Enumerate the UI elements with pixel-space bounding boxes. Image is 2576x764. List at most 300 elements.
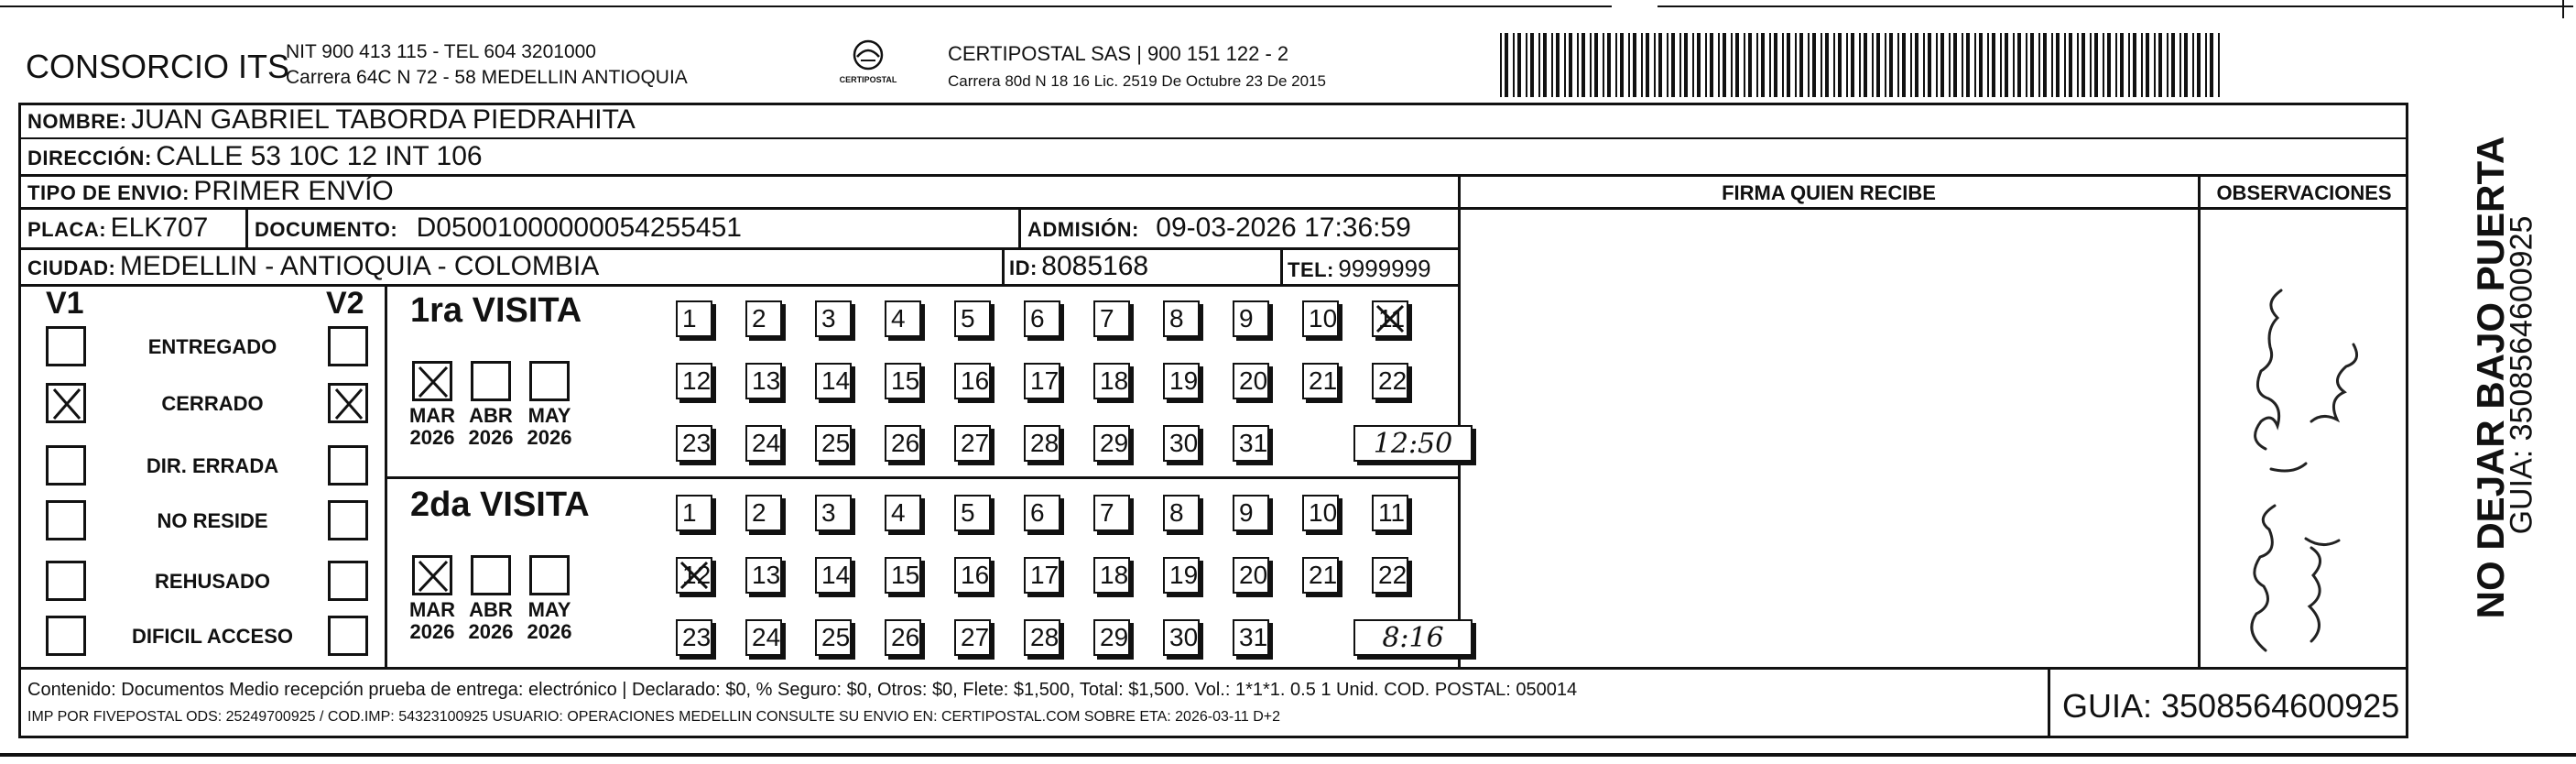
- v2-checkbox[interactable]: [328, 500, 368, 540]
- id-value: 8085168: [1041, 251, 1149, 281]
- barcode-bar: [1872, 33, 1874, 97]
- day-box[interactable]: [1093, 619, 1130, 656]
- barcode-bar: [2141, 33, 2143, 97]
- barcode-bar: [2056, 33, 2060, 97]
- barcode-bar: [1620, 33, 1624, 97]
- v2-checkbox[interactable]: [328, 561, 368, 601]
- day-number: 21: [1309, 561, 1338, 589]
- day-number: 18: [1100, 561, 1129, 589]
- month-name: MAY: [527, 404, 571, 427]
- barcode-bar: [1671, 33, 1675, 97]
- day-number: 11: [1378, 304, 1406, 333]
- barcode-bar: [2154, 33, 2156, 97]
- day-box[interactable]: [815, 495, 852, 531]
- side-warning: [2418, 137, 2564, 650]
- v1-checkbox[interactable]: [46, 616, 86, 656]
- barcode-bar: [2090, 33, 2092, 97]
- documento-row: [255, 213, 742, 244]
- visit-title: 1ra VISITA: [410, 291, 582, 330]
- month-checkbox[interactable]: [412, 555, 452, 595]
- barcode-bar: [2077, 33, 2079, 97]
- company-nit: NIT 900 413 115 - TEL 604 3201000: [286, 41, 596, 62]
- day-box[interactable]: [745, 300, 782, 337]
- barcode-bar: [1697, 33, 1701, 97]
- day-number: 24: [752, 623, 781, 651]
- day-number: 23: [682, 623, 712, 651]
- barcode-bar: [1897, 33, 1899, 97]
- day-box[interactable]: [676, 300, 712, 337]
- day-number: 14: [821, 561, 851, 589]
- day-box[interactable]: [1024, 557, 1060, 594]
- barcode-bar: [2171, 33, 2175, 97]
- day-box[interactable]: [1302, 300, 1339, 337]
- month-checkbox[interactable]: [529, 361, 570, 401]
- barcode-bar: [2064, 33, 2066, 97]
- observaciones-header: OBSERVACIONES: [2216, 181, 2392, 204]
- day-box[interactable]: [885, 495, 921, 531]
- day-number: 4: [891, 304, 906, 333]
- day-box[interactable]: [1233, 425, 1269, 462]
- v1-checkbox[interactable]: [46, 383, 86, 423]
- day-box[interactable]: [1233, 619, 1269, 656]
- barcode-bar: [1513, 33, 1515, 97]
- day-number: 20: [1239, 561, 1268, 589]
- month-name: MAY: [527, 598, 571, 621]
- month-label: [405, 599, 460, 643]
- day-box[interactable]: [1024, 300, 1060, 337]
- status-label: ENTREGADO: [147, 335, 277, 358]
- day-number: 10: [1309, 498, 1338, 527]
- barcode-bar: [2158, 33, 2162, 97]
- day-box[interactable]: [1233, 495, 1269, 531]
- barcode-bar: [1833, 33, 1835, 97]
- month-label: [463, 405, 518, 449]
- tipo-row: [27, 176, 394, 207]
- day-box[interactable]: [676, 363, 712, 399]
- day-box[interactable]: [745, 619, 782, 656]
- barcode-bar: [1812, 33, 1816, 97]
- barcode-bar: [1808, 33, 1810, 97]
- barcode-bar: [1838, 33, 1842, 97]
- month-name: MAR: [408, 404, 456, 427]
- barcode-bar: [1915, 33, 1918, 97]
- barcode-bar: [1718, 33, 1720, 97]
- day-box[interactable]: [1302, 495, 1339, 531]
- day-box[interactable]: [1233, 557, 1269, 594]
- v2-checkbox[interactable]: [328, 326, 368, 366]
- barcode-bar: [1530, 33, 1534, 97]
- day-box[interactable]: [1233, 300, 1269, 337]
- day-box[interactable]: [1163, 619, 1200, 656]
- day-box[interactable]: [676, 425, 712, 462]
- day-number: 14: [821, 366, 851, 395]
- tel-row: [1288, 255, 1431, 283]
- day-number: 7: [1100, 304, 1114, 333]
- day-number: 30: [1169, 623, 1199, 651]
- day-number: 6: [1030, 498, 1045, 527]
- barcode-bar: [1594, 33, 1598, 97]
- day-box[interactable]: [745, 363, 782, 399]
- x-mark-icon: [49, 386, 85, 422]
- v1-checkbox[interactable]: [46, 500, 86, 540]
- barcode-bar: [1538, 33, 1540, 97]
- barcode-bar: [1628, 33, 1630, 97]
- month-checkbox[interactable]: [471, 555, 511, 595]
- barcode-bar: [1825, 33, 1829, 97]
- status-label: DIFICIL ACCESO: [131, 625, 293, 648]
- barcode-bar: [1936, 33, 1938, 97]
- month-year: 2026: [468, 426, 514, 449]
- day-number: 29: [1100, 623, 1129, 651]
- barcode-bar: [1974, 33, 1976, 97]
- v2-checkbox[interactable]: [328, 616, 368, 656]
- admision-label: ADMISIÓN:: [1027, 218, 1139, 241]
- month-year: 2026: [468, 620, 514, 643]
- day-number: 22: [1378, 366, 1408, 395]
- id-label: ID:: [1009, 256, 1038, 279]
- day-box[interactable]: [1372, 557, 1408, 594]
- day-box[interactable]: [1163, 425, 1200, 462]
- day-box[interactable]: [676, 495, 712, 531]
- status-label: NO RESIDE: [157, 509, 268, 532]
- barcode-bar: [1607, 33, 1611, 97]
- barcode-bar: [1744, 33, 1745, 97]
- x-mark-icon: [331, 386, 367, 422]
- barcode-bar: [1748, 33, 1752, 97]
- barcode-bar: [1769, 33, 1771, 97]
- day-box[interactable]: [885, 619, 921, 656]
- day-number: 30: [1169, 429, 1199, 457]
- month-checkbox[interactable]: [471, 361, 511, 401]
- certipostal-logo-icon: [831, 37, 905, 97]
- barcode-bar: [1940, 33, 1944, 97]
- barcode-bar: [1821, 33, 1822, 97]
- day-box[interactable]: [1024, 425, 1060, 462]
- visit-time: 8:16: [1353, 619, 1473, 656]
- status-label: REHUSADO: [155, 570, 270, 593]
- id-row: [1009, 251, 1148, 282]
- barcode-bar: [2069, 33, 2072, 97]
- v1-checkbox[interactable]: [46, 561, 86, 601]
- barcode-bar: [1551, 33, 1553, 97]
- day-box[interactable]: [1024, 619, 1060, 656]
- day-box[interactable]: [954, 363, 991, 399]
- admision-value: 09-03-2026 17:36:59: [1156, 213, 1411, 243]
- day-box[interactable]: [954, 495, 991, 531]
- visit-title: 2da VISITA: [410, 486, 590, 524]
- barcode-bar: [2133, 33, 2136, 97]
- day-number: 20: [1239, 366, 1268, 395]
- day-box[interactable]: [815, 557, 852, 594]
- barcode-bar: [1581, 33, 1585, 97]
- placa-row: [27, 213, 208, 244]
- month-name: ABR: [469, 598, 513, 621]
- day-box[interactable]: [1163, 300, 1200, 337]
- barcode-bar: [1735, 33, 1739, 97]
- month-label: [522, 405, 577, 449]
- barcode-bar: [2167, 33, 2168, 97]
- day-box[interactable]: [885, 425, 921, 462]
- barcode-bar: [1679, 33, 1681, 97]
- tel-label: TEL:: [1288, 258, 1334, 281]
- barcode-bar: [1885, 33, 1886, 97]
- day-number: 21: [1309, 366, 1338, 395]
- day-box[interactable]: [1024, 495, 1060, 531]
- barcode-bar: [1543, 33, 1547, 97]
- day-number: 1: [682, 304, 697, 333]
- nombre-value: JUAN GABRIEL TABORDA PIEDRAHITA: [131, 104, 636, 135]
- barcode-bar: [2210, 33, 2213, 97]
- direccion-value: CALLE 53 10C 12 INT 106: [156, 141, 483, 171]
- status-label: DIR. ERRADA: [146, 454, 279, 477]
- nombre-row: [27, 104, 636, 136]
- barcode-bar: [2197, 33, 2201, 97]
- day-box[interactable]: [1163, 495, 1200, 531]
- day-box[interactable]: [885, 557, 921, 594]
- barcode-bar: [1966, 33, 1970, 97]
- day-number: 16: [961, 366, 990, 395]
- barcode-bar: [1846, 33, 1848, 97]
- barcode-bar: [1564, 33, 1566, 97]
- barcode-bar: [2051, 33, 2053, 97]
- day-box[interactable]: [1093, 363, 1130, 399]
- day-box[interactable]: [815, 425, 852, 462]
- nombre-label: NOMBRE:: [27, 110, 127, 133]
- day-box[interactable]: [815, 619, 852, 656]
- day-box[interactable]: [1302, 363, 1339, 399]
- day-box[interactable]: [885, 300, 921, 337]
- barcode-bar: [1641, 33, 1643, 97]
- day-box[interactable]: [954, 619, 991, 656]
- side-line2: GUIA: 3508564600925: [2504, 215, 2539, 535]
- barcode-bar: [1505, 33, 1508, 97]
- direccion-label: DIRECCIÓN:: [27, 147, 152, 169]
- barcode-bar: [2081, 33, 2085, 97]
- barcode-bar: [2013, 33, 2015, 97]
- barcode-bar: [1949, 33, 1951, 97]
- barcode-bar: [1731, 33, 1733, 97]
- top-border-right: [1658, 5, 2573, 7]
- day-box[interactable]: [745, 557, 782, 594]
- day-number: 15: [891, 366, 920, 395]
- barcode-bar: [2005, 33, 2008, 97]
- side-line1: NO DEJAR BAJO PUERTA: [2469, 136, 2512, 619]
- barcode-bar: [1517, 33, 1521, 97]
- day-number: 24: [752, 429, 781, 457]
- placa-value: ELK707: [110, 213, 209, 243]
- barcode-bar: [1962, 33, 1963, 97]
- footer-guia: GUIA: 3508564600925: [2062, 687, 2400, 725]
- day-box[interactable]: [815, 300, 852, 337]
- barcode-bar: [1761, 33, 1765, 97]
- month-name: MAR: [408, 598, 456, 621]
- top-border: [0, 5, 1612, 7]
- barcode-bar: [1603, 33, 1604, 97]
- barcode-bar: [1667, 33, 1668, 97]
- day-box[interactable]: [1163, 557, 1200, 594]
- day-number: 12: [682, 561, 712, 589]
- barcode-bar: [1615, 33, 1617, 97]
- day-number: 26: [891, 623, 920, 651]
- firma-header: FIRMA QUIEN RECIBE: [1722, 181, 1936, 204]
- ciudad-label: CIUDAD:: [27, 256, 116, 279]
- ciudad-value: MEDELLIN - ANTIOQUIA - COLOMBIA: [119, 251, 600, 281]
- day-box[interactable]: [885, 363, 921, 399]
- month-year: 2026: [409, 426, 455, 449]
- barcode-bar: [2038, 33, 2040, 97]
- observaciones-handwriting: [2201, 211, 2407, 664]
- day-box[interactable]: [676, 557, 712, 594]
- day-number: 3: [821, 304, 836, 333]
- visit-time: 12:50: [1353, 425, 1473, 462]
- day-box[interactable]: [1372, 300, 1408, 337]
- documento-label: DOCUMENTO:: [255, 218, 398, 241]
- month-name: ABR: [469, 404, 513, 427]
- barcode-bar: [1864, 33, 1867, 97]
- day-number: 6: [1030, 304, 1045, 333]
- day-number: 27: [961, 429, 990, 457]
- day-box[interactable]: [676, 619, 712, 656]
- day-number: 23: [682, 429, 712, 457]
- barcode-bar: [1692, 33, 1694, 97]
- barcode-bar: [1684, 33, 1688, 97]
- barcode-bar: [2218, 33, 2220, 97]
- handwriting-graphic: [2201, 211, 2407, 664]
- barcode-bar: [2043, 33, 2047, 97]
- v2-checkbox[interactable]: [328, 445, 368, 486]
- day-number: 10: [1309, 304, 1338, 333]
- certipostal-address: Carrera 80d N 18 16 Lic. 2519 De Octubre 23 De 2015: [948, 72, 1326, 90]
- day-number: 27: [961, 623, 990, 651]
- day-number: 13: [752, 366, 781, 395]
- day-box[interactable]: [1163, 363, 1200, 399]
- day-number: 17: [1030, 561, 1060, 589]
- day-number: 28: [1030, 429, 1060, 457]
- day-number: 7: [1100, 498, 1114, 527]
- day-number: 11: [1378, 498, 1406, 527]
- month-label: [463, 599, 518, 643]
- barcode-bar: [1928, 33, 1931, 97]
- barcode-bar: [1569, 33, 1572, 97]
- day-box[interactable]: [954, 425, 991, 462]
- direccion-row: [27, 141, 483, 172]
- barcode-bar: [1710, 33, 1713, 97]
- v1-checkbox[interactable]: [46, 326, 86, 366]
- day-number: 22: [1378, 561, 1408, 589]
- day-number: 8: [1169, 304, 1184, 333]
- v2-header: V2: [326, 286, 364, 321]
- barcode-bar: [1876, 33, 1880, 97]
- barcode-bar: [1500, 33, 1502, 97]
- admision-row: [1027, 213, 1411, 244]
- v1-header: V1: [46, 286, 84, 321]
- documento-value: D05001000000054255451: [416, 213, 742, 243]
- day-number: 1: [682, 498, 697, 527]
- barcode-bar: [2000, 33, 2002, 97]
- day-number: 3: [821, 498, 836, 527]
- day-box[interactable]: [1093, 495, 1130, 531]
- barcode-bar: [2030, 33, 2034, 97]
- barcode-bar: [2179, 33, 2181, 97]
- day-number: 9: [1239, 304, 1254, 333]
- barcode: [1500, 33, 2223, 97]
- day-box[interactable]: [1024, 363, 1060, 399]
- barcode-bar: [2192, 33, 2194, 97]
- barcode-bar: [2120, 33, 2124, 97]
- footer-print-info: IMP POR FIVEPOSTAL ODS: 25249700925 / COD.IMP: 54323100925 USUARIO: OPERACIONES MEDELLIN CONSULTE SU ENVIO EN: CERTIPOSTAL.COM SOBRE ETA: 2026-03-11 D+2: [27, 709, 1281, 725]
- barcode-bar: [1556, 33, 1560, 97]
- day-box[interactable]: [1233, 363, 1269, 399]
- v1-checkbox[interactable]: [46, 445, 86, 486]
- barcode-bar: [1787, 33, 1790, 97]
- certipostal-title: CERTIPOSTAL SAS | 900 151 122 - 2: [948, 42, 1289, 65]
- barcode-bar: [1705, 33, 1707, 97]
- day-box[interactable]: [954, 557, 991, 594]
- day-number: 15: [891, 561, 920, 589]
- barcode-bar: [1723, 33, 1726, 97]
- barcode-bar: [1851, 33, 1854, 97]
- tipo-label: TIPO DE ENVIO:: [27, 181, 190, 204]
- month-year: 2026: [409, 620, 455, 643]
- barcode-bar: [1859, 33, 1861, 97]
- barcode-bar: [2184, 33, 2188, 97]
- day-box[interactable]: [1093, 300, 1130, 337]
- day-number: 17: [1030, 366, 1060, 395]
- day-box[interactable]: [1302, 557, 1339, 594]
- barcode-bar: [1646, 33, 1649, 97]
- ciudad-row: [27, 251, 599, 282]
- day-box[interactable]: [954, 300, 991, 337]
- day-number: 13: [752, 561, 781, 589]
- barcode-bar: [1654, 33, 1656, 97]
- month-checkbox[interactable]: [412, 361, 452, 401]
- day-box[interactable]: [745, 425, 782, 462]
- logo-text: CERTIPOSTAL: [839, 75, 897, 84]
- barcode-bar: [1953, 33, 1957, 97]
- barcode-bar: [2115, 33, 2117, 97]
- barcode-bar: [1902, 33, 1906, 97]
- v2-checkbox[interactable]: [328, 383, 368, 423]
- day-box[interactable]: [1093, 557, 1130, 594]
- month-year: 2026: [527, 620, 572, 643]
- day-number: 25: [821, 429, 851, 457]
- bottom-border: [0, 753, 2576, 757]
- day-box[interactable]: [1372, 495, 1408, 531]
- barcode-bar: [2103, 33, 2104, 97]
- barcode-bar: [1992, 33, 1995, 97]
- day-number: 25: [821, 623, 851, 651]
- day-box[interactable]: [745, 495, 782, 531]
- day-number: 31: [1239, 429, 1268, 457]
- month-year: 2026: [527, 426, 572, 449]
- barcode-bar: [1987, 33, 1989, 97]
- barcode-bar: [1658, 33, 1662, 97]
- day-number: 12: [682, 366, 712, 395]
- barcode-bar: [1923, 33, 1925, 97]
- barcode-bar: [1774, 33, 1777, 97]
- month-checkbox[interactable]: [529, 555, 570, 595]
- barcode-bar: [1577, 33, 1579, 97]
- day-box[interactable]: [815, 363, 852, 399]
- month-label: [522, 599, 577, 643]
- day-number: 29: [1100, 429, 1129, 457]
- day-box[interactable]: [1093, 425, 1130, 462]
- day-box[interactable]: [1372, 363, 1408, 399]
- day-number: 26: [891, 429, 920, 457]
- x-mark-icon: [678, 559, 711, 592]
- company-name: CONSORCIO ITS: [26, 48, 290, 85]
- company-address: Carrera 64C N 72 - 58 MEDELLIN ANTIOQUIA: [286, 67, 688, 88]
